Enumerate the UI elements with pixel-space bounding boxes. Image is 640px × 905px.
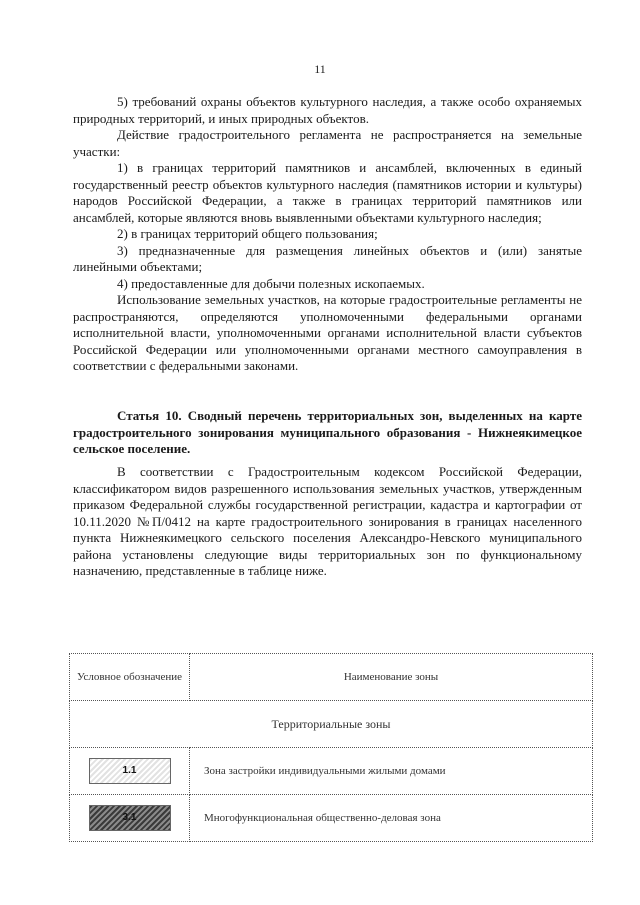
- paragraph: 5) требований охраны объектов культурного наследия, а также особо охраняемых природных территорий, и иных природных объектов.: [73, 94, 582, 126]
- zone-swatch: 1.1: [89, 758, 171, 784]
- section-row: [70, 701, 593, 748]
- regulation-text: [73, 94, 582, 375]
- zone-name: Многофункциональная общественно-деловая зона: [190, 795, 593, 842]
- section-title: Территориальные зоны: [70, 701, 593, 748]
- page-number: 11: [314, 62, 326, 76]
- paragraph: В соответствии с Градостроительным кодексом Российской Федерации, классификатором видов разрешенного использования земельных участков, утвержденным приказом Федеральной службы государственной регистрации, кадастра и картографии от 10.11.2020 №П/0412 на карте градостроительного зонирования в границах населенного пункта Нижнеякимецкого сельского поселения Александро-Невского муниципального района установлены следующие виды территориальных зон по функциональному назначению, представленные в таблице ниже.: [73, 464, 582, 578]
- zone-legend-cell: [70, 795, 190, 842]
- zone-legend-cell: [70, 748, 190, 795]
- paragraph: 4) предоставленные для добычи полезных ископаемых.: [117, 275, 425, 291]
- header-zone-name: Наименование зоны: [190, 654, 593, 701]
- paragraph: 3) предназначенные для размещения линейных объектов и (или) занятые линейными объектами;: [73, 242, 582, 274]
- header-legend: Условное обозначение: [70, 654, 190, 701]
- table-row: [70, 748, 593, 795]
- paragraph: 2) в границах территорий общего пользования;: [117, 226, 378, 241]
- zone-swatch: 3.1: [89, 805, 171, 831]
- article-body: [73, 464, 582, 580]
- article-heading: Статья 10. Сводный перечень территориальных зон, выделенных на карте градостроительного зонирования муниципального образования - Нижнеякимецкое сельское поселение.: [73, 408, 582, 456]
- paragraph: Использование земельных участков, на которые градостроительные регламенты не распространяются, определяются уполномоченными федеральными органами исполнительной власти, уполномоченными органами исполнительной власти субъектов Российской Федерации или уполномоченными органами местного самоуправления в соответствии с федеральными законами.: [73, 292, 582, 373]
- table-row: [70, 795, 593, 842]
- table-header-row: [70, 654, 593, 701]
- zones-table: [69, 653, 593, 842]
- paragraph: Действие градостроительного регламента не распространяется на земельные участки:: [73, 127, 582, 159]
- paragraph: 1) в границах территорий памятников и ансамблей, включенных в единый государственный реестр объектов культурного наследия (памятников истории и культуры) народов Российской Федерации, а также в границах территорий памятников или ансамблей, которые являются вновь выявленными объектами культурного наследия;: [73, 160, 582, 225]
- zone-name: Зона застройки индивидуальными жилыми домами: [190, 748, 593, 795]
